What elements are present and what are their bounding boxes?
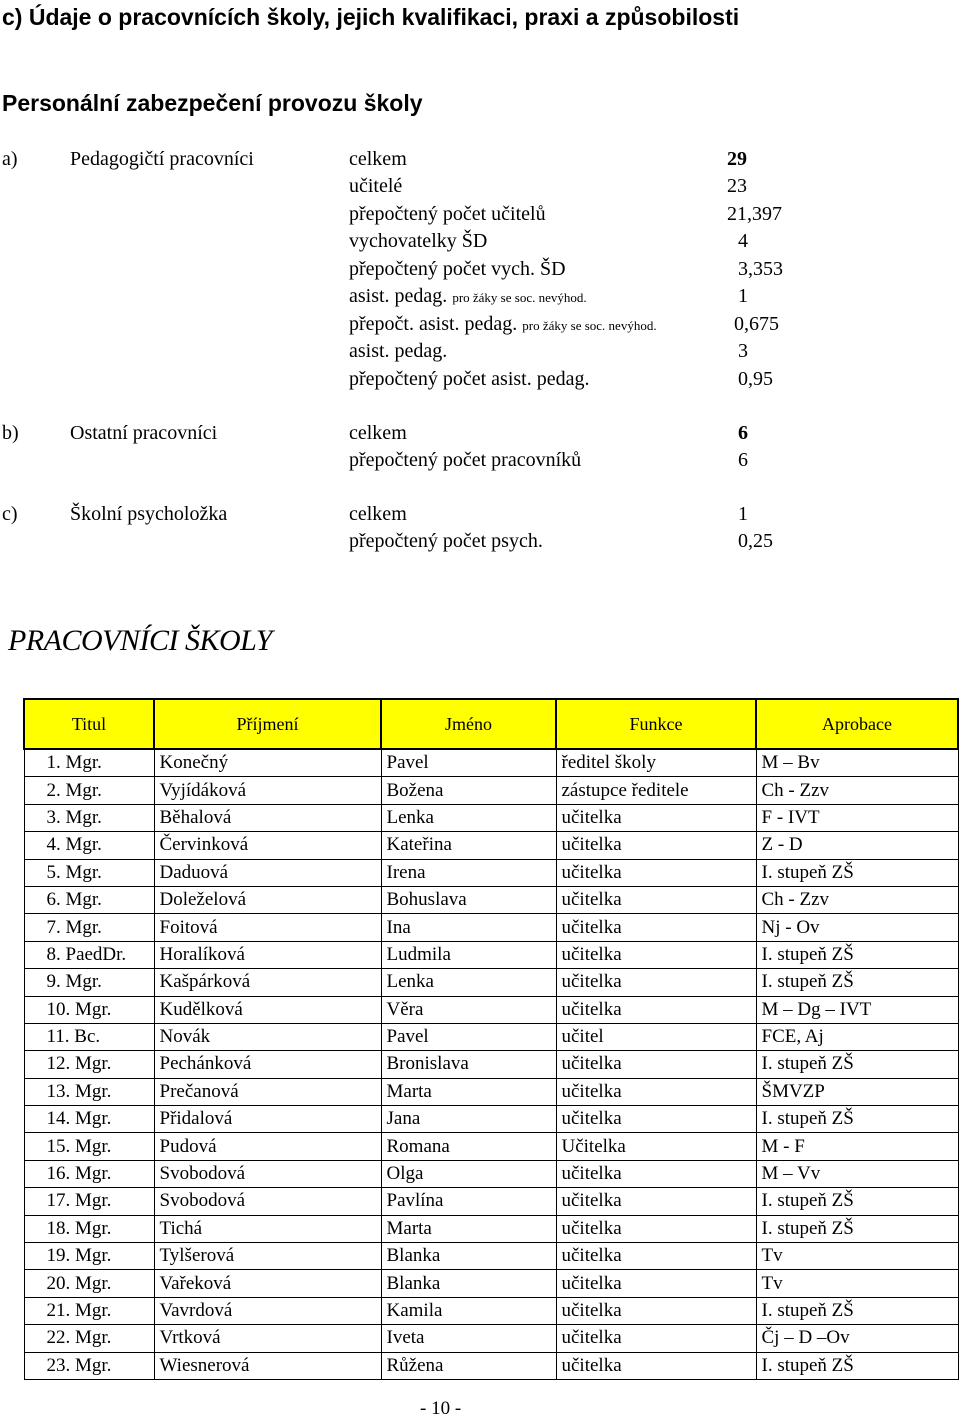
cell-jmeno: Ina <box>381 914 556 941</box>
row-number: 18. <box>46 1217 71 1239</box>
cell-jmeno: Lenka <box>381 804 556 831</box>
group-b-label: Ostatní pracovníci <box>70 422 218 444</box>
row-number: 7. <box>46 916 61 938</box>
cell-funkce: učitelka <box>556 1243 756 1270</box>
cell-prijmeni: Přidalová <box>154 1106 381 1133</box>
cell-titul: Mgr. <box>75 1163 112 1185</box>
row-number: 12. <box>46 1053 71 1075</box>
cell-jmeno: Kateřina <box>381 832 556 859</box>
cell-aprobace: F - IVT <box>756 804 958 831</box>
row-number: 8. <box>46 943 61 965</box>
column-header-funkce: Funkce <box>556 699 756 749</box>
stat-note: pro žáky se soc. nevýhod. <box>452 290 587 305</box>
column-header-jmeno: Jméno <box>381 699 556 749</box>
cell-number-titul <box>24 1325 154 1352</box>
cell-number-titul <box>24 749 154 777</box>
cell-funkce: učitelka <box>556 804 756 831</box>
cell-funkce: učitelka <box>556 996 756 1023</box>
cell-aprobace: I. stupeň ZŠ <box>756 1352 958 1379</box>
cell-funkce: učitelka <box>556 1188 756 1215</box>
group-c-label: Školní psycholožka <box>70 503 228 525</box>
stat-label: učitelé <box>349 175 403 197</box>
table-row <box>24 1325 958 1352</box>
table-row <box>24 859 958 886</box>
row-number: 19. <box>46 1245 71 1267</box>
cell-prijmeni: Vrtková <box>154 1325 381 1352</box>
cell-number-titul <box>24 1215 154 1242</box>
section-heading: c) Údaje o pracovnících školy, jejich kvalifikaci, praxi a způsobilosti <box>2 4 740 30</box>
table-row <box>24 996 958 1023</box>
staff-table-body <box>24 749 958 1379</box>
table-row <box>24 1051 958 1078</box>
cell-funkce: ředitel školy <box>556 749 756 777</box>
cell-funkce: učitelka <box>556 1215 756 1242</box>
cell-prijmeni: Kašpárková <box>154 969 381 996</box>
subsection-heading: Personální zabezpečení provozu školy <box>2 90 423 116</box>
row-number: 11. <box>46 1026 70 1048</box>
cell-aprobace: Tv <box>756 1243 958 1270</box>
cell-number-titul <box>24 969 154 996</box>
row-number: 1. <box>46 752 61 774</box>
stat-label: přepočtený počet vych. ŠD <box>349 258 566 280</box>
stat-value: 0,95 <box>738 368 773 390</box>
cell-titul: Mgr. <box>75 1135 112 1157</box>
cell-aprobace: I. stupeň ZŠ <box>756 1297 958 1324</box>
table-row <box>24 886 958 913</box>
stat-value: 4 <box>738 230 748 252</box>
cell-aprobace: Z - D <box>756 832 958 859</box>
cell-prijmeni: Novák <box>154 1023 381 1050</box>
cell-jmeno: Lenka <box>381 969 556 996</box>
cell-jmeno: Irena <box>381 859 556 886</box>
row-number: 13. <box>46 1080 71 1102</box>
cell-prijmeni: Vavrdová <box>154 1297 381 1324</box>
cell-funkce: zástupce ředitele <box>556 777 756 804</box>
stat-label: přepočtený počet učitelů <box>349 203 546 225</box>
cell-number-titul <box>24 1133 154 1160</box>
cell-prijmeni: Svobodová <box>154 1160 381 1187</box>
stat-value: 29 <box>727 148 747 170</box>
stat-value: 6 <box>738 422 748 444</box>
row-number: 4. <box>46 834 61 856</box>
cell-titul: Mgr. <box>75 1108 112 1130</box>
cell-prijmeni: Tichá <box>154 1215 381 1242</box>
cell-prijmeni: Konečný <box>154 749 381 777</box>
stat-value: 1 <box>738 285 748 307</box>
cell-funkce: učitelka <box>556 941 756 968</box>
cell-prijmeni: Prečanová <box>154 1078 381 1105</box>
stat-label-text: asist. pedag. <box>349 285 448 307</box>
stat-label: celkem <box>349 503 407 525</box>
cell-number-titul <box>24 859 154 886</box>
row-number: 14. <box>46 1108 71 1130</box>
cell-funkce: učitelka <box>556 886 756 913</box>
cell-funkce: učitelka <box>556 1297 756 1324</box>
cell-funkce: učitelka <box>556 859 756 886</box>
cell-number-titul <box>24 777 154 804</box>
cell-prijmeni: Pechánková <box>154 1051 381 1078</box>
cell-jmeno: Bronislava <box>381 1051 556 1078</box>
cell-titul: Mgr. <box>75 1327 112 1349</box>
cell-funkce: učitelka <box>556 1352 756 1379</box>
cell-jmeno: Ludmila <box>381 941 556 968</box>
row-number: 15. <box>46 1135 71 1157</box>
cell-funkce: učitelka <box>556 832 756 859</box>
cell-funkce: učitelka <box>556 969 756 996</box>
cell-number-titul <box>24 1106 154 1133</box>
cell-jmeno: Iveta <box>381 1325 556 1352</box>
cell-titul: Mgr. <box>75 1217 112 1239</box>
cell-jmeno: Věra <box>381 996 556 1023</box>
stat-label: přepočtený počet psych. <box>349 530 543 552</box>
cell-aprobace: I. stupeň ZŠ <box>756 1106 958 1133</box>
stat-label: celkem <box>349 422 407 444</box>
cell-titul: Mgr. <box>65 861 102 883</box>
cell-prijmeni: Pudová <box>154 1133 381 1160</box>
row-number: 9. <box>46 971 61 993</box>
cell-aprobace: I. stupeň ZŠ <box>756 859 958 886</box>
stat-value: 3,353 <box>738 258 783 280</box>
cell-funkce: učitelka <box>556 914 756 941</box>
cell-jmeno: Pavlína <box>381 1188 556 1215</box>
row-number: 10. <box>46 998 71 1020</box>
cell-prijmeni: Daduová <box>154 859 381 886</box>
row-number: 2. <box>46 779 61 801</box>
table-row <box>24 1160 958 1187</box>
cell-aprobace: FCE, Aj <box>756 1023 958 1050</box>
cell-number-titul <box>24 1243 154 1270</box>
table-row <box>24 1270 958 1297</box>
cell-number-titul <box>24 1297 154 1324</box>
cell-prijmeni: Červinková <box>154 832 381 859</box>
cell-titul: Mgr. <box>75 1053 112 1075</box>
cell-titul: Mgr. <box>75 1300 112 1321</box>
cell-jmeno: Blanka <box>381 1270 556 1297</box>
cell-titul: Mgr. <box>75 1245 112 1267</box>
table-row <box>24 832 958 859</box>
cell-prijmeni: Běhalová <box>154 804 381 831</box>
cell-titul: Mgr. <box>75 1080 112 1102</box>
cell-aprobace: M – Bv <box>756 749 958 777</box>
cell-jmeno: Božena <box>381 777 556 804</box>
cell-jmeno: Kamila <box>381 1297 556 1324</box>
cell-titul: Mgr. <box>65 916 102 938</box>
stat-label: vychovatelky ŠD <box>349 230 488 252</box>
cell-titul: Mgr. <box>65 779 102 801</box>
cell-titul: Mgr. <box>75 1190 112 1212</box>
table-row <box>24 1106 958 1133</box>
cell-number-titul <box>24 941 154 968</box>
cell-jmeno: Pavel <box>381 1023 556 1050</box>
row-number: 17. <box>46 1190 71 1212</box>
cell-number-titul <box>24 1023 154 1050</box>
table-row <box>24 1023 958 1050</box>
cell-aprobace: Ch - Zzv <box>756 777 958 804</box>
table-row <box>24 1133 958 1160</box>
stat-value: 23 <box>727 175 747 197</box>
cell-number-titul <box>24 1078 154 1105</box>
staff-section-title: PRACOVNÍCI ŠKOLY <box>8 624 272 657</box>
cell-funkce: Učitelka <box>556 1133 756 1160</box>
cell-aprobace: I. stupeň ZŠ <box>756 969 958 996</box>
cell-aprobace: I. stupeň ZŠ <box>756 941 958 968</box>
staff-table-header <box>24 699 958 749</box>
stat-label-text: přepočt. asist. pedag. <box>349 313 518 335</box>
stat-label <box>349 313 657 336</box>
cell-number-titul <box>24 832 154 859</box>
cell-titul: Mgr. <box>65 971 102 993</box>
table-row <box>24 804 958 831</box>
cell-aprobace: ŠMVZP <box>756 1078 958 1105</box>
cell-aprobace: M - F <box>756 1133 958 1160</box>
stat-label: celkem <box>349 148 407 170</box>
cell-titul: Bc. <box>74 1026 101 1048</box>
cell-number-titul <box>24 804 154 831</box>
stat-label: přepočtený počet asist. pedag. <box>349 368 590 390</box>
cell-prijmeni: Vařeková <box>154 1270 381 1297</box>
table-row <box>24 1297 958 1324</box>
table-row <box>24 1078 958 1105</box>
cell-number-titul <box>24 996 154 1023</box>
cell-aprobace: M – Dg – IVT <box>756 996 958 1023</box>
cell-prijmeni: Tylšerová <box>154 1243 381 1270</box>
stat-label <box>349 285 587 308</box>
table-row <box>24 941 958 968</box>
column-header-titul: Titul <box>24 699 154 749</box>
cell-number-titul <box>24 886 154 913</box>
cell-number-titul <box>24 1188 154 1215</box>
cell-jmeno: Olga <box>381 1160 556 1187</box>
cell-jmeno: Jana <box>381 1106 556 1133</box>
cell-prijmeni: Horalíková <box>154 941 381 968</box>
row-number: 21. <box>46 1300 71 1321</box>
cell-funkce: učitelka <box>556 1106 756 1133</box>
table-row <box>24 1352 958 1379</box>
cell-funkce: učitel <box>556 1023 756 1050</box>
cell-funkce: učitelka <box>556 1078 756 1105</box>
cell-aprobace: I. stupeň ZŠ <box>756 1188 958 1215</box>
cell-aprobace: M – Vv <box>756 1160 958 1187</box>
cell-jmeno: Růžena <box>381 1352 556 1379</box>
cell-number-titul <box>24 1051 154 1078</box>
cell-number-titul <box>24 1352 154 1379</box>
table-row <box>24 914 958 941</box>
table-row <box>24 1243 958 1270</box>
page-number: - 10 - <box>420 1398 462 1419</box>
cell-prijmeni: Svobodová <box>154 1188 381 1215</box>
cell-aprobace: I. stupeň ZŠ <box>756 1215 958 1242</box>
cell-funkce: učitelka <box>556 1051 756 1078</box>
group-a-label: Pedagogičtí pracovníci <box>70 148 254 170</box>
column-header-aprobace: Aprobace <box>756 699 958 749</box>
row-number: 22. <box>46 1327 71 1349</box>
cell-titul: PaedDr. <box>65 943 127 965</box>
stat-label: asist. pedag. <box>349 340 448 362</box>
cell-number-titul <box>24 914 154 941</box>
cell-jmeno: Blanka <box>381 1243 556 1270</box>
cell-aprobace: Tv <box>756 1270 958 1297</box>
stat-label: přepočtený počet pracovníků <box>349 449 582 471</box>
stat-value: 21,397 <box>727 203 782 225</box>
cell-titul: Mgr. <box>75 1354 112 1376</box>
row-number: 5. <box>46 861 61 883</box>
row-number: 3. <box>46 806 61 828</box>
group-c-letter: c) <box>2 503 18 525</box>
stat-note: pro žáky se soc. nevýhod. <box>522 318 657 333</box>
row-number: 23. <box>46 1354 71 1376</box>
table-row <box>24 1188 958 1215</box>
group-b-letter: b) <box>2 422 19 444</box>
column-header-prijmeni: Příjmení <box>154 699 381 749</box>
group-a-letter: a) <box>2 148 18 170</box>
cell-number-titul <box>24 1270 154 1297</box>
cell-jmeno: Romana <box>381 1133 556 1160</box>
cell-titul: Mgr. <box>65 806 102 828</box>
cell-jmeno: Pavel <box>381 749 556 777</box>
cell-prijmeni: Foitová <box>154 914 381 941</box>
cell-titul: Mgr. <box>75 998 112 1020</box>
cell-titul: Mgr. <box>75 1272 112 1294</box>
cell-funkce: učitelka <box>556 1325 756 1352</box>
table-row <box>24 1215 958 1242</box>
table-row <box>24 969 958 996</box>
cell-aprobace: Ch - Zzv <box>756 886 958 913</box>
stat-value: 0,675 <box>734 313 779 335</box>
cell-number-titul <box>24 1160 154 1187</box>
cell-aprobace: Čj – D –Ov <box>756 1325 958 1352</box>
table-row <box>24 749 958 777</box>
stat-value: 3 <box>738 340 748 362</box>
cell-titul: Mgr. <box>65 752 102 774</box>
row-number: 6. <box>46 889 61 911</box>
cell-jmeno: Bohuslava <box>381 886 556 913</box>
stat-value: 0,25 <box>738 530 773 552</box>
row-number: 16. <box>46 1163 71 1185</box>
cell-jmeno: Marta <box>381 1215 556 1242</box>
cell-titul: Mgr. <box>65 834 102 856</box>
cell-funkce: učitelka <box>556 1160 756 1187</box>
staff-table <box>23 698 959 1380</box>
cell-prijmeni: Kudělková <box>154 996 381 1023</box>
stat-value: 6 <box>738 449 748 471</box>
cell-titul: Mgr. <box>65 889 102 911</box>
cell-aprobace: I. stupeň ZŠ <box>756 1051 958 1078</box>
cell-aprobace: Nj - Ov <box>756 914 958 941</box>
stat-value: 1 <box>738 503 748 525</box>
cell-jmeno: Marta <box>381 1078 556 1105</box>
cell-prijmeni: Wiesnerová <box>154 1352 381 1379</box>
cell-prijmeni: Doleželová <box>154 886 381 913</box>
table-row <box>24 777 958 804</box>
cell-prijmeni: Vyjídáková <box>154 777 381 804</box>
row-number: 20. <box>46 1272 71 1294</box>
cell-funkce: učitelka <box>556 1270 756 1297</box>
